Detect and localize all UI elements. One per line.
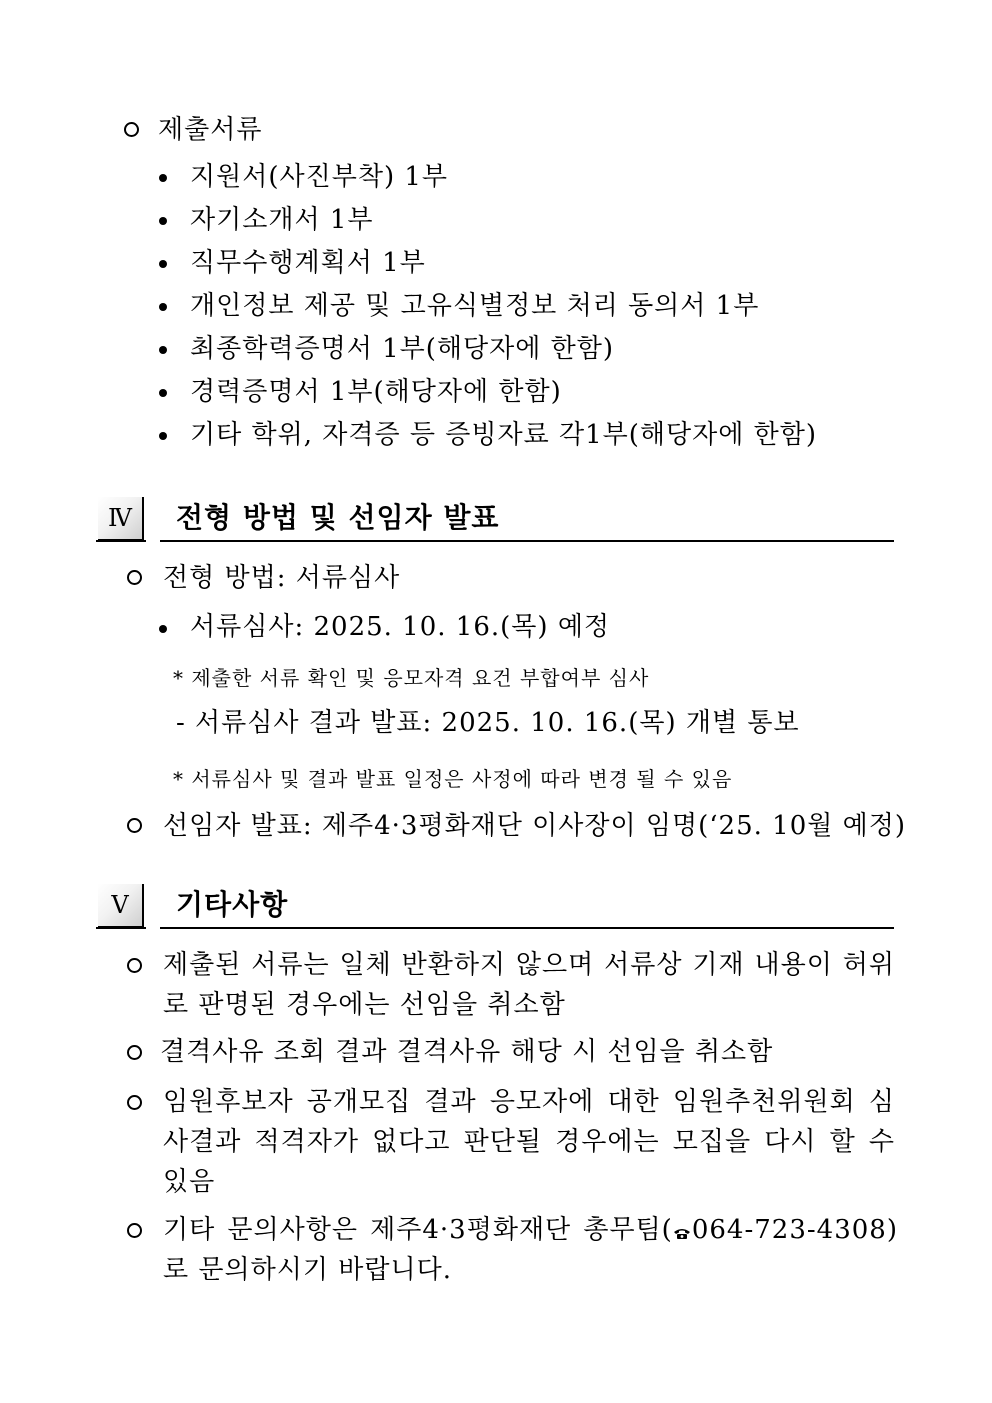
section-5-number-box: Ⅴ [98, 884, 144, 928]
notice-item: 제출된 서류는 일체 반환하지 않으며 서류상 기재 내용이 허위로 판명된 경우에는 선임을 취소함 [163, 950, 895, 1020]
section-5-rule [160, 927, 894, 929]
circle-bullet-icon [127, 958, 142, 973]
review-note: * 제출한 서류 확인 및 응모자격 요건 부합여부 심사 [173, 666, 650, 690]
section-4-rule [160, 540, 894, 542]
contact-phone: 064-723-4308 [691, 1215, 887, 1245]
review-item: 서류심사: 2025. 10. 16.(목) 예정 [190, 612, 611, 642]
notice-item: 임원후보자 공개모집 결과 응모자에 대한 임원추천위원회 심사결과 적격자가 없다고 판단될 경우에는 모집을 다시 할 수 있음 [163, 1087, 895, 1197]
method-heading: 전형 방법: 서류심사 [163, 563, 401, 593]
section-5-title: 기타사항 [176, 888, 289, 921]
circle-bullet-icon [127, 570, 142, 585]
phone-icon [673, 1227, 691, 1239]
document-item: 자기소개서 1부 [190, 205, 374, 235]
contact-prefix: 기타 문의사항은 제주4·3평화재단 총무팀( [163, 1215, 673, 1245]
circle-bullet-icon [127, 1223, 142, 1238]
result-item: - 서류심사 결과 발표: 2025. 10. 16.(목) 개별 통보 [176, 708, 800, 738]
contact-suffix: )로 문의하시기 바랍니다. [163, 1215, 898, 1285]
notice-item: 결격사유 조회 결과 결격사유 해당 시 선임을 취소함 [160, 1037, 774, 1067]
circle-bullet-icon [127, 1095, 142, 1110]
dot-bullet-icon [159, 174, 167, 182]
result-note: * 서류심사 및 결과 발표 일정은 사정에 따라 변경 될 수 있음 [173, 767, 733, 791]
document-item: 기타 학위, 자격증 등 증빙자료 각1부(해당자에 한함) [190, 420, 818, 450]
document-item: 지원서(사진부착) 1부 [190, 162, 449, 192]
dot-bullet-icon [159, 217, 167, 225]
document-item: 최종학력증명서 1부(해당자에 한함) [190, 334, 614, 364]
circle-bullet-icon [127, 818, 142, 833]
announce-item: 선임자 발표: 제주4·3평화재단 이사장이 임명(‘25. 10월 예정) [163, 811, 907, 841]
circle-bullet-icon [124, 122, 139, 137]
document-item: 개인정보 제공 및 고유식별정보 처리 동의서 1부 [190, 291, 760, 321]
documents-heading: 제출서류 [158, 115, 263, 145]
document-item: 직무수행계획서 1부 [190, 248, 426, 278]
dot-bullet-icon [159, 346, 167, 354]
dot-bullet-icon [159, 432, 167, 440]
dot-bullet-icon [159, 303, 167, 311]
section-5-box-underline [96, 927, 146, 929]
document-item: 경력증명서 1부(해당자에 한함) [190, 377, 562, 407]
section-4-title: 전형 방법 및 선임자 발표 [176, 501, 500, 534]
dot-bullet-icon [159, 389, 167, 397]
section-4-box-underline [96, 540, 146, 542]
dot-bullet-icon [159, 260, 167, 268]
section-4-number-box: Ⅳ [98, 497, 144, 541]
dot-bullet-icon [159, 625, 167, 633]
circle-bullet-icon [127, 1045, 142, 1060]
contact-item [163, 1210, 898, 1290]
